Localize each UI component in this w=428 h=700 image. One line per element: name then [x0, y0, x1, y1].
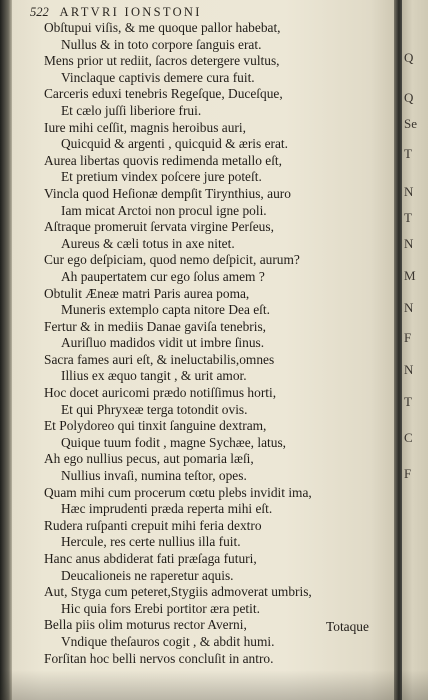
facing-page-letter: N — [404, 236, 414, 251]
verse-line: Quam mihi cum procerum cœtu plebs invidit ima, — [44, 484, 312, 500]
verse-line: Mens prior ut rediit, ſacros detergere vultus, — [44, 53, 280, 69]
facing-page-letter: Q — [404, 90, 414, 105]
verse-line: Et cælo juſſi liberiore frui. — [61, 102, 202, 118]
verse-line: Nullius invaſi, numina teſtor, opes. — [61, 468, 247, 484]
verse-line: Illius ex æquo tangit , & urit amor. — [61, 368, 247, 384]
verse-line: Et pretium vindex poſcere jure poteſt. — [61, 169, 262, 185]
verse-line: Obſtupui viſis, & me quoque pallor habebat, — [44, 20, 281, 35]
facing-page-edge — [402, 0, 428, 700]
verse-line: Quique tuum fodit , magne Sychæe, latus, — [61, 434, 287, 450]
facing-page-letter: Se — [404, 116, 417, 131]
facing-page-letter: T — [404, 394, 412, 409]
facing-page-letter: N — [404, 300, 414, 315]
running-title: ARTVRI IONSTONI — [59, 5, 202, 19]
verse-line: Hercule, res certe nullius illa fuit. — [61, 534, 241, 550]
catchword: Totaque — [326, 619, 369, 634]
book-gutter — [394, 0, 402, 700]
facing-page-letter: N — [404, 184, 414, 199]
verse-line: Auriſluo madidos vidit ut imbre ſinus. — [61, 335, 265, 351]
facing-page-letter: M — [404, 268, 416, 283]
verse-line: Carceris eduxi tenebris Regeſque, Duceſque, — [44, 86, 283, 102]
verse-line: Obtulit Æneæ matri Paris aurea poma, — [44, 285, 250, 301]
verse-line: Rudera ruſpanti crepuit mihi feria dextro — [44, 517, 262, 533]
verse-line: Cur ego deſpiciam, quod nemo deſpicit, aurum? — [44, 252, 300, 268]
verse-line: Ah paupertatem cur ego ſolus amem ? — [61, 268, 265, 284]
facing-page-letter: T — [404, 146, 412, 161]
verse-line: Aut, Styga cum peteret,Stygiis admoverat umbris, — [44, 584, 312, 600]
verse-line: Vinclaque captivis demere cura fuit. — [61, 69, 255, 85]
verse-line: Forſitan hoc belli nervos concluſit in antro. — [44, 650, 274, 666]
verse-line: Ah ego nullius pecus, aut pomaria læſi, — [44, 451, 254, 467]
bottom-shadow — [0, 670, 428, 700]
running-header — [30, 5, 202, 20]
verse-line: Bella piis olim moturus rector Averni, — [44, 617, 247, 633]
facing-page-letter: F — [404, 466, 412, 481]
verse-line: Hanc anus abdiderat fati præſaga futuri, — [44, 551, 257, 566]
verse-line: Aurea libertas quovis redimenda metallo eſt, — [44, 152, 282, 168]
book-left-edge — [0, 0, 12, 700]
facing-page-letter: N — [404, 362, 414, 377]
verse-line: Muneris extemplo capta nitore Dea eſt. — [61, 302, 270, 318]
facing-page-letter: Q — [404, 50, 414, 65]
facing-page-letter: F — [404, 330, 412, 345]
verse-line: Et qui Phryxeæ terga totondit ovis. — [61, 401, 248, 417]
verse-line: Hoc docet auricomi prædo notiſſimus horti, — [44, 385, 277, 401]
verse-line: Vndique theſauros cogit , & abdit humi. — [61, 633, 275, 649]
verse-line: Sacra fames auri eſt, & ineluctabilis,omnes — [44, 351, 275, 367]
facing-page-letter: T — [404, 210, 412, 225]
verse-line: Fertur & in mediis Danae gaviſa tenebris, — [44, 318, 266, 334]
verse-line: Quicquid & argenti , quicquid & æris erat. — [61, 136, 288, 152]
verse-line: Hæc imprudenti præda reperta mihi eſt. — [61, 501, 273, 517]
verse-line: Aureus & cæli totus in axe nitet. — [61, 235, 235, 251]
verse-line: Nullus & in toto corpore ſanguis erat. — [61, 36, 262, 52]
verse-line: Hic quia fors Erebi portitor æra petit. — [61, 600, 260, 616]
verse-line: Vincla quod Heſionæ dempſit Tirynthius, auro — [44, 185, 291, 201]
verse-line: Iam micat Arctoi non procul igne poli. — [61, 202, 267, 218]
verse-line: Aſtraque promeruit ſervata virgine Perſeus, — [44, 219, 274, 235]
page-number: 522 — [30, 5, 49, 19]
verse-line: Et Polydoreo qui tinxit ſanguine dextram, — [44, 418, 267, 434]
verse-line: Iure mihi ceſſit, magnis heroibus auri, — [44, 119, 246, 135]
facing-page-letter: C — [404, 430, 413, 445]
verse-block — [44, 20, 389, 667]
verse-line: Deucalioneis ne raperetur aquis. — [61, 567, 234, 583]
